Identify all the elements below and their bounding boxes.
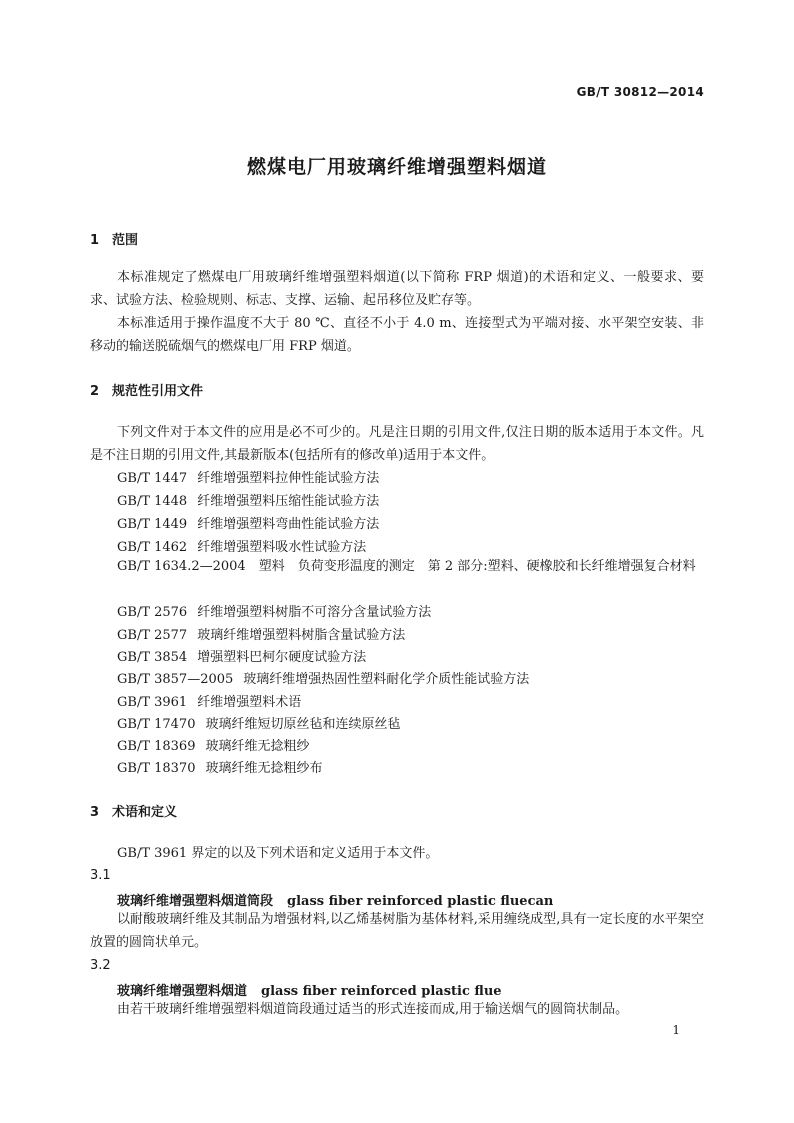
- reference-name: 纤维增强塑料压缩性能试验方法: [197, 494, 380, 509]
- reference-name: 玻璃纤维短切原丝毡和连续原丝毡: [205, 717, 401, 732]
- reference-name: 增强塑料巴柯尔硬度试验方法: [197, 650, 367, 665]
- reference-item: [117, 490, 379, 513]
- scope-paragraph-2: 本标准适用于操作温度不大于 80 ℃、直径不小于 4.0 m、连接型式为平端对接、水平架空安装、非移动的输送脱硫烟气的燃煤电厂用 FRP 烟道。: [90, 316, 704, 354]
- reference-code: GB/T 3961: [117, 695, 188, 710]
- reference-code: GB/T 3857—2005: [117, 672, 234, 687]
- reference-name: 玻璃纤维增强热固性塑料耐化学介质性能试验方法: [243, 672, 530, 687]
- reference-item: [117, 601, 431, 624]
- reference-item-long: GB/T 1634.2—2004 塑料 负荷变形温度的测定 第 2 部分:塑料、硬橡胶和长纤维增强复合材料: [117, 559, 696, 574]
- page-number: 1: [672, 1023, 680, 1037]
- term-number: 3.1: [90, 868, 111, 883]
- section-heading-terms: [90, 801, 177, 820]
- section-heading-normative: [90, 380, 203, 399]
- term-definition: 以耐酸玻璃纤维及其制品为增强材料,以乙烯基树脂为基体材料,采用缠绕成型,具有一定长度的水平架空放置的圆筒状单元。: [90, 912, 704, 950]
- reference-name: 纤维增强塑料术语: [197, 695, 302, 710]
- reference-code: GB/T 18369: [117, 739, 196, 754]
- standard-code: GB/T 30812—2014: [576, 85, 704, 99]
- reference-name: 纤维增强塑料弯曲性能试验方法: [197, 517, 380, 532]
- reference-code: GB/T 3854: [117, 650, 188, 665]
- reference-item: [117, 691, 301, 714]
- scope-paragraph-1: 本标准规定了燃煤电厂用玻璃纤维增强塑料烟道(以下简称 FRP 烟道)的术语和定义、一般要求、要求、试验方法、检验规则、标志、支撑、运输、起吊移位及贮存等。: [90, 270, 704, 308]
- term-title: [117, 980, 502, 999]
- section-number: 2: [90, 384, 100, 399]
- reference-item: [117, 735, 310, 758]
- terms-intro: GB/T 3961 界定的以及下列术语和定义适用于本文件。: [117, 846, 439, 861]
- reference-name: 玻璃纤维增强塑料树脂含量试验方法: [197, 628, 406, 643]
- reference-item: [117, 713, 401, 736]
- reference-name: 玻璃纤维无捻粗纱: [205, 739, 310, 754]
- normative-intro: 下列文件对于本文件的应用是必不可少的。凡是注日期的引用文件,仅注日期的版本适用于本文件。凡是不注日期的引用文件,其最新版本(包括所有的修改单)适用于本文件。: [90, 425, 704, 463]
- reference-name: 纤维增强塑料拉伸性能试验方法: [197, 471, 380, 486]
- term-en: glass fiber reinforced plastic flue: [261, 984, 502, 999]
- term-title: [117, 890, 553, 909]
- term-zh: 玻璃纤维增强塑料烟道: [117, 984, 248, 999]
- section-heading-scope: [90, 229, 138, 248]
- reference-name: 纤维增强塑料吸水性试验方法: [197, 540, 367, 555]
- reference-code: GB/T 18370: [117, 761, 196, 776]
- section-title: 术语和定义: [112, 805, 178, 820]
- section-number: 3: [90, 805, 100, 820]
- reference-code: GB/T 1447: [117, 471, 188, 486]
- reference-code: GB/T 1462: [117, 540, 188, 555]
- term-en: glass fiber reinforced plastic fluecan: [287, 894, 554, 909]
- section-title: 范围: [112, 233, 139, 248]
- reference-item: [117, 513, 379, 536]
- reference-item: [117, 668, 529, 691]
- reference-item: [117, 757, 323, 780]
- reference-item: [117, 646, 366, 669]
- reference-code: GB/T 2577: [117, 628, 188, 643]
- term-definition: 由若干玻璃纤维增强塑料烟道筒段通过适当的形式连接而成,用于输送烟气的圆筒状制品。: [117, 1002, 629, 1017]
- reference-name: 玻璃纤维无捻粗纱布: [205, 761, 323, 776]
- reference-name: 纤维增强塑料树脂不可溶分含量试验方法: [197, 605, 432, 620]
- section-number: 1: [90, 233, 100, 248]
- reference-code: GB/T 17470: [117, 717, 196, 732]
- section-title: 规范性引用文件: [112, 384, 204, 399]
- term-number: 3.2: [90, 958, 111, 973]
- reference-code: GB/T 1448: [117, 494, 188, 509]
- reference-item: [117, 624, 405, 647]
- reference-item: [117, 467, 379, 490]
- term-zh: 玻璃纤维增强塑料烟道筒段: [117, 894, 274, 909]
- document-title: 燃煤电厂用玻璃纤维增强塑料烟道: [246, 156, 547, 178]
- reference-code: GB/T 1449: [117, 517, 188, 532]
- reference-code: GB/T 2576: [117, 605, 188, 620]
